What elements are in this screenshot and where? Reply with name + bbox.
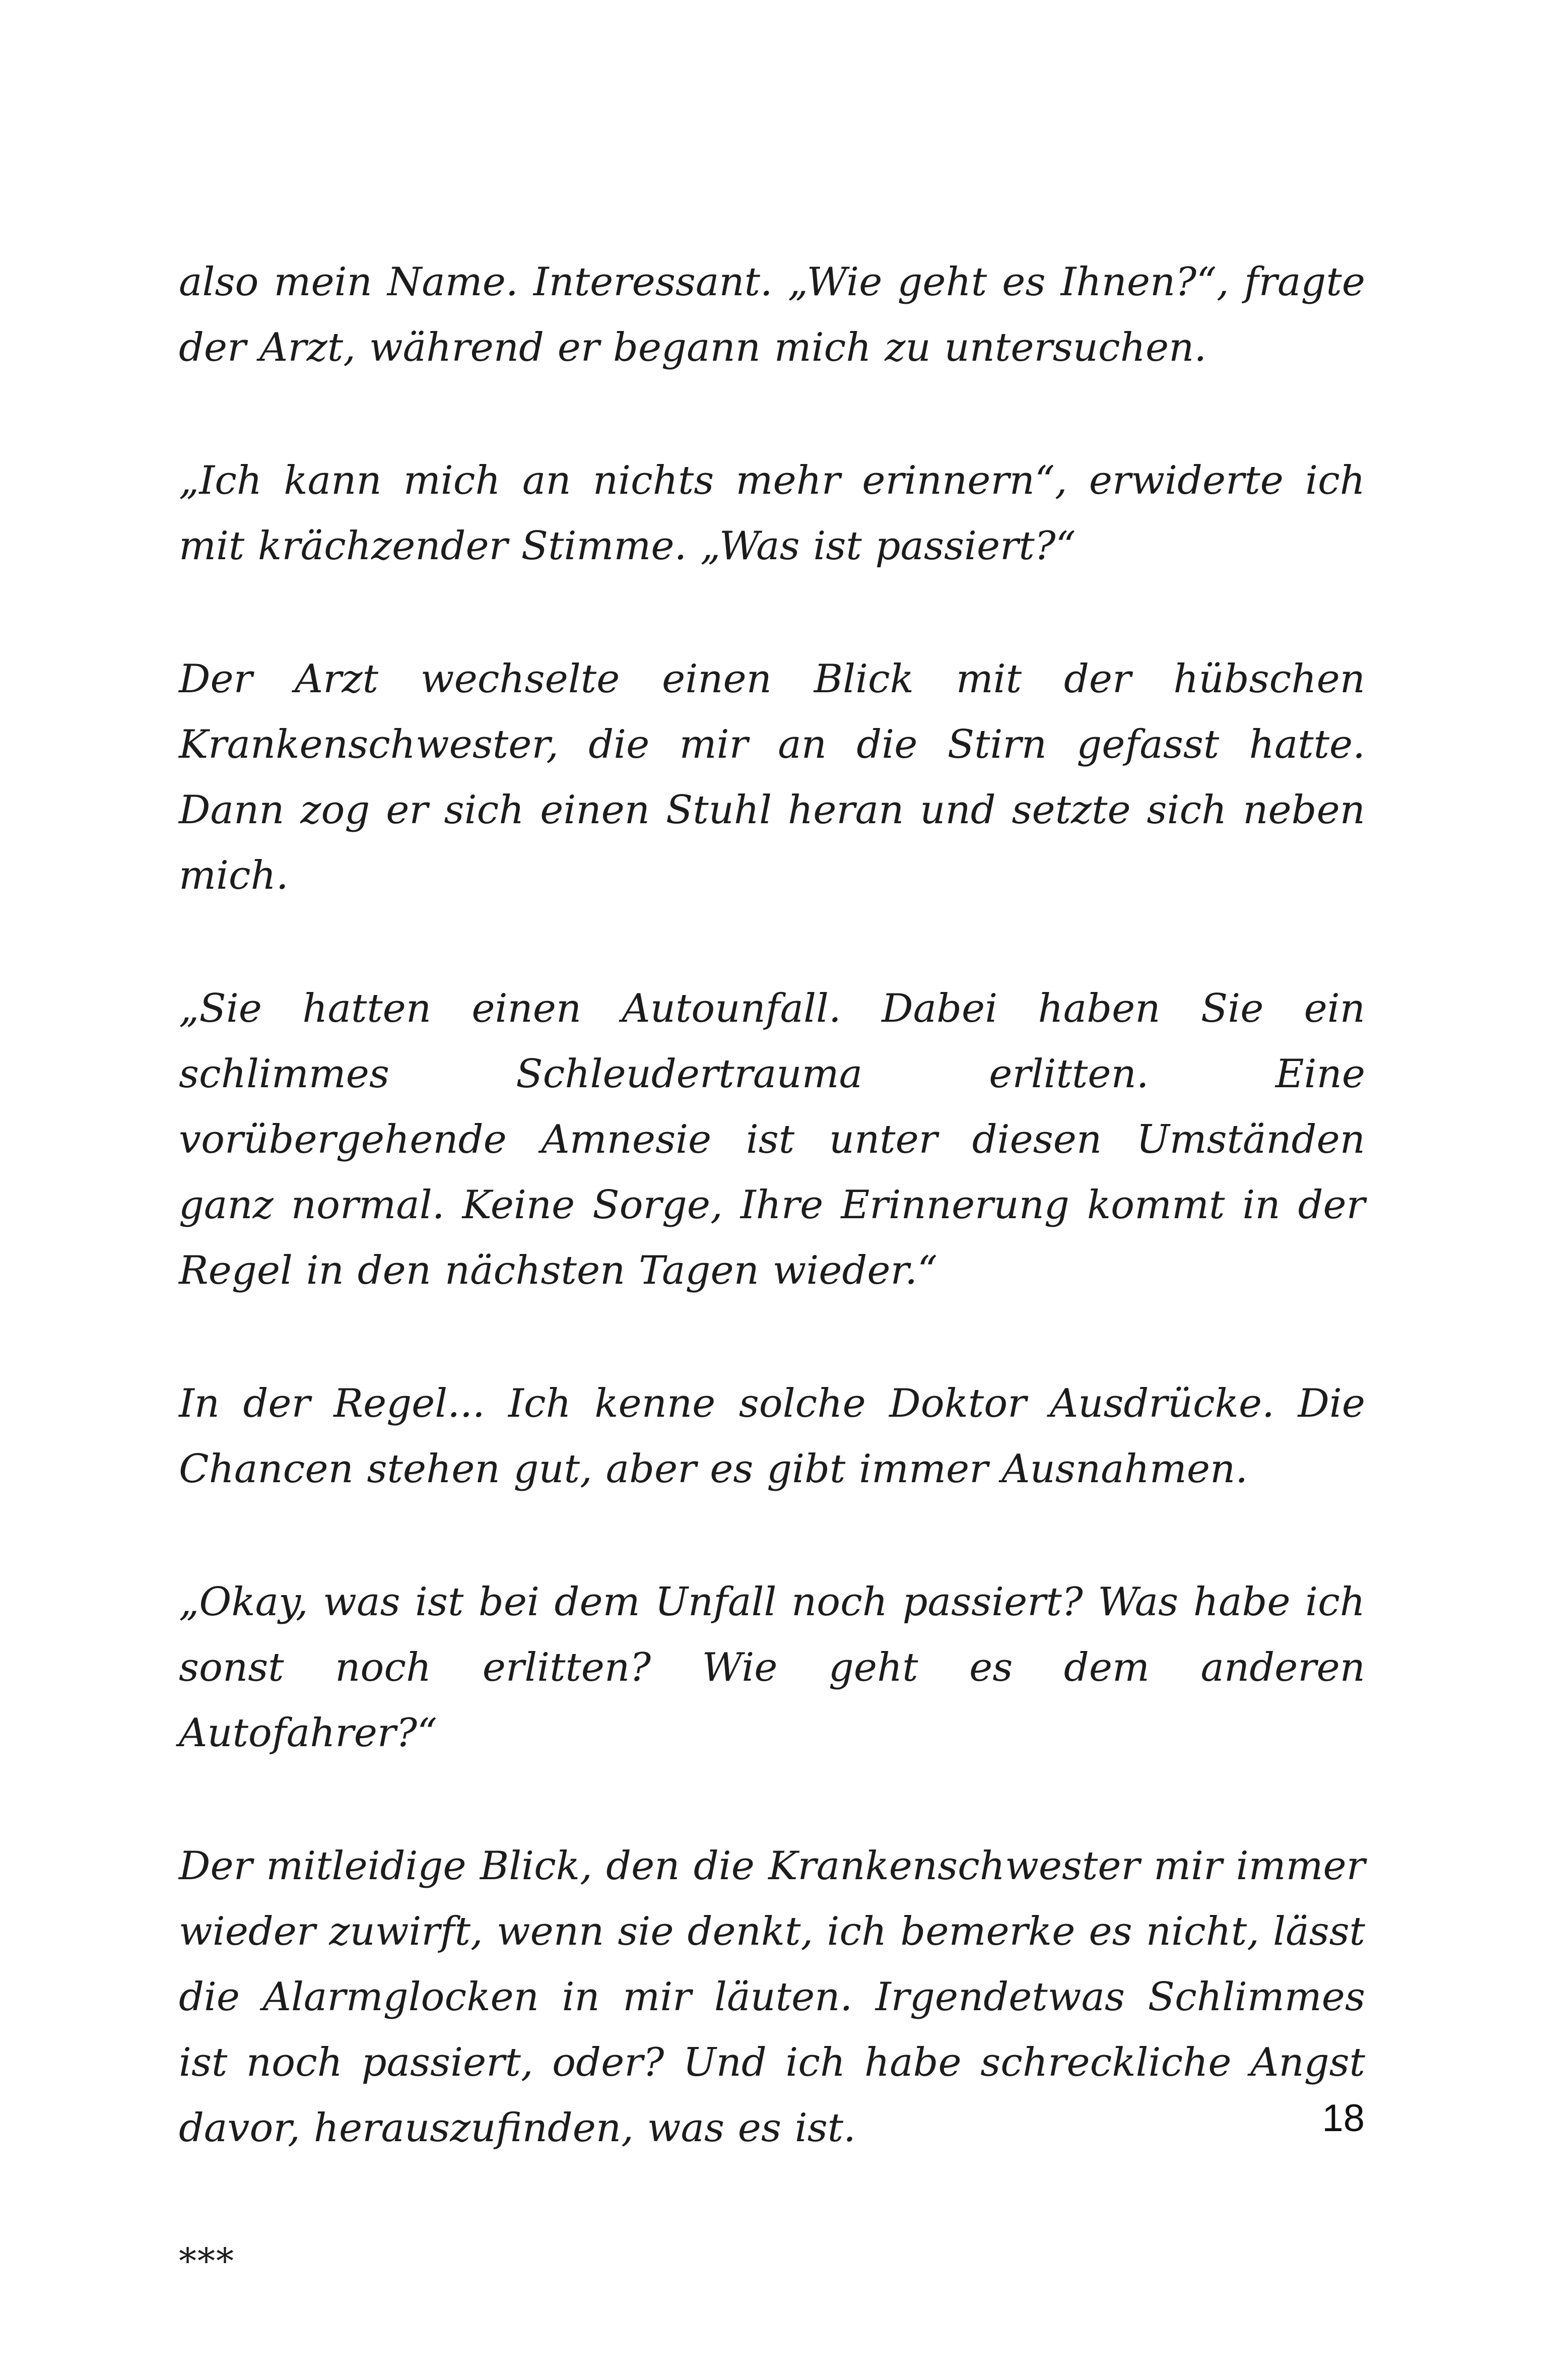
- paragraph-1: also mein Name. Interessant. „Wie geht es Ihnen?“, fragte der Arzt, während er begann mich zu untersuchen.: [179, 259, 1365, 370]
- paragraph-7: Der mitleidige Blick, den die Krankenschwester mir immer wieder zuwirft, wenn sie denkt, ich bemerke es nicht, lässt die Alarmglocken in mir läuten. Irgendetwas Schlimmes ist noch passiert, oder? Und ich habe schreckliche Angst davor, herauszufinden, was es ist.: [179, 1843, 1365, 2151]
- page-number: 18: [1322, 2097, 1365, 2140]
- paragraph-4: „Sie hatten einen Autounfall. Dabei haben Sie ein schlimmes Schleudertrauma erlitten. Eine vorübergehende Amnesie ist unter diesen Umständen ganz normal. Keine Sorge, Ihre Erinnerung kommt in der Regel in den nächsten Tagen wieder.“: [179, 986, 1365, 1293]
- body-text: [179, 249, 1365, 2294]
- paragraph-3: Der Arzt wechselte einen Blick mit der hübschen Krankenschwester, die mir an die Stirn gefasst hatte. Dann zog er sich einen Stuhl heran und setzte sich neben mich.: [179, 656, 1365, 898]
- paragraph-2: „Ich kann mich an nichts mehr erinnern“, erwiderte ich mit krächzender Stimme. „Was ist passiert?“: [179, 458, 1365, 569]
- paragraph-6: „Okay, was ist bei dem Unfall noch passiert? Was habe ich sonst noch erlitten? Wie geht es dem anderen Autofahrer?“: [179, 1579, 1365, 1756]
- paragraph-5: In der Regel... Ich kenne solche Doktor Ausdrücke. Die Chancen stehen gut, aber es gibt immer Ausnahmen.: [179, 1381, 1365, 1492]
- scene-break: ***: [179, 2240, 235, 2282]
